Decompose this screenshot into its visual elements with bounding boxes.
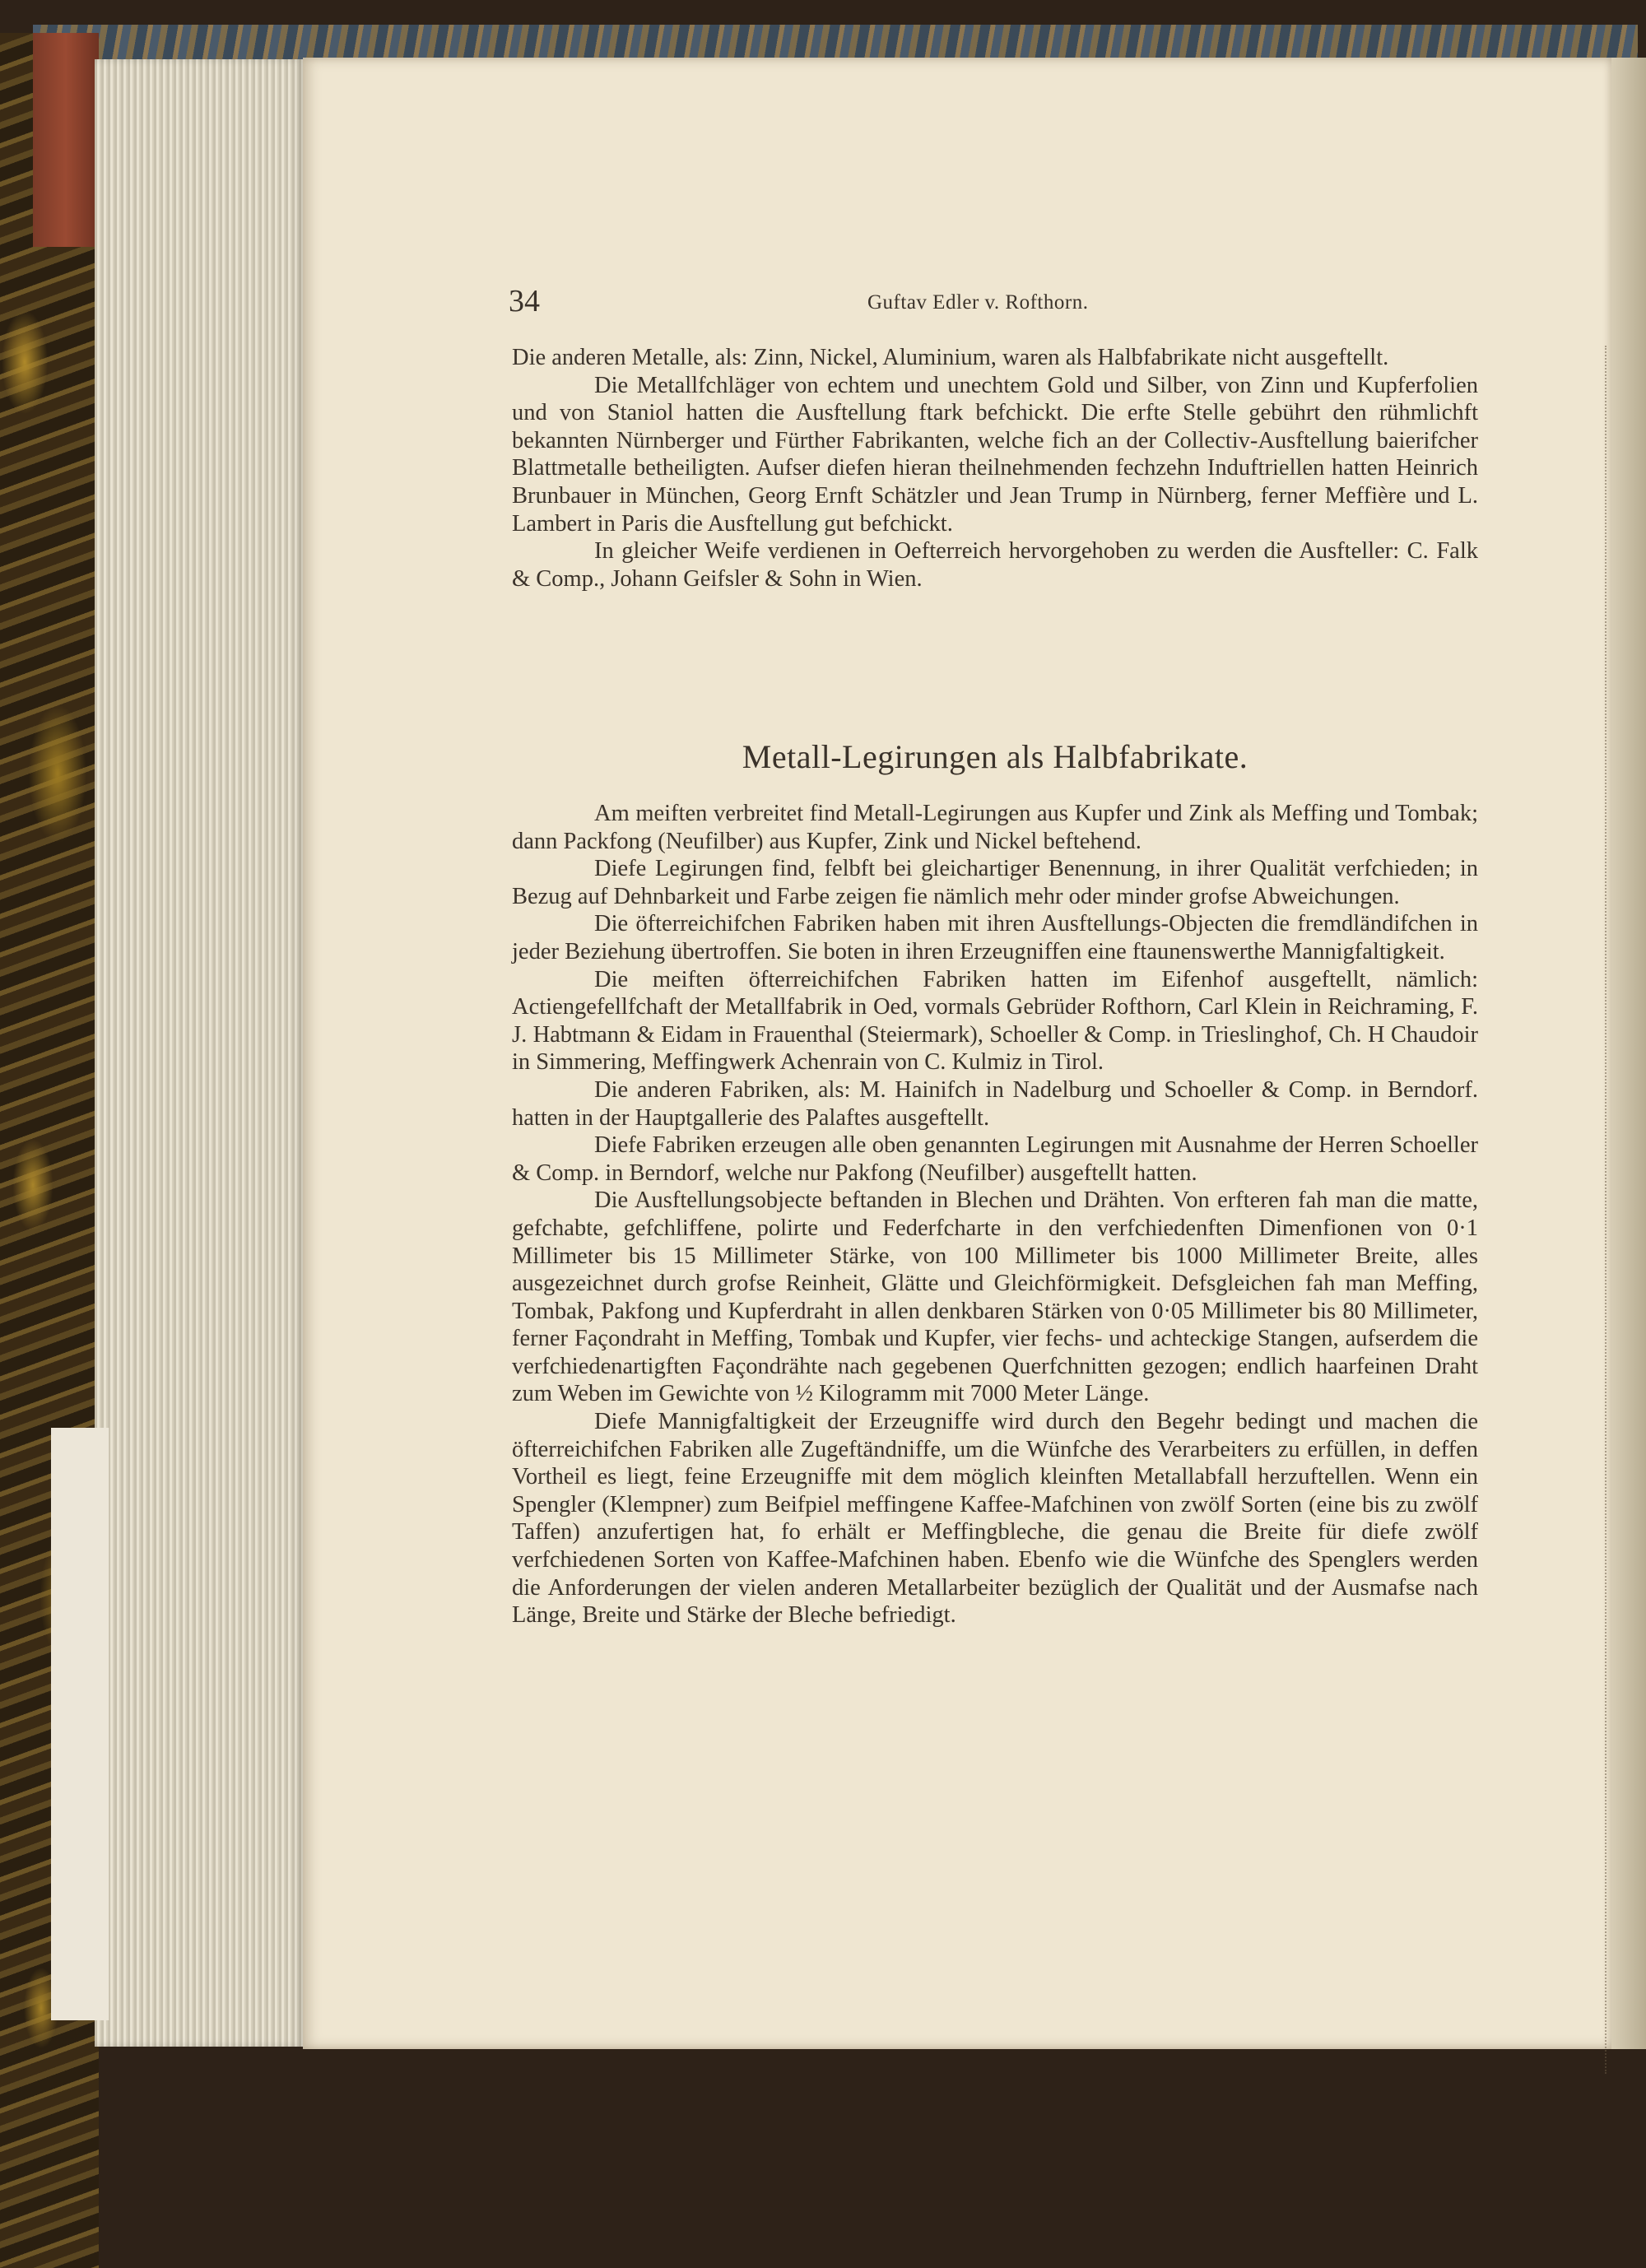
page-stack-edges <box>95 59 305 2047</box>
paragraph: Diefe Mannigfaltigkeit der Erzeugniffe wird durch den Begehr bedingt und machen die öfterreichifchen Fabriken alle Zugeftändniffe, um die Wünfche des Verarbeiters zu erfüllen, in deffen Vortheil es liegt, feine Erzeugniffe mit dem möglich kleinften Metallabfall herzuftellen. Wenn ein Spengler (Klempner) zum Beifpiel meffingene Kaffee-Mafchinen von zwölf Sorten (eine bis zu zwölf Taffen) anzufertigen hat, fo erhält er Meffingbleche, die genau die Breite für diefe zwölf verfchiedenen Sorten von Kaffee-Mafchinen haben. Ebenfo wie die Wünfche des Spenglers werden die Anforderungen der vielen anderen Metallarbeiter bezüglich der Qualität und der Ausmafse nach Länge, Breite und Stärke der Bleche befriedigt. <box>512 1409 1478 1629</box>
page-number: 34 <box>509 284 540 318</box>
section-heading: Metall-Legirungen als Halbfabrikate. <box>742 738 1248 775</box>
paragraph: Die öfterreichifchen Fabriken haben mit ihren Ausftellungs-Objecten die fremdländifchen in jeder Beziehung übertroffen. Sie boten in ihren Erzeugniffen eine ftaunenswerthe Mannigfaltigkeit. <box>512 911 1478 964</box>
margin-marks <box>1605 346 1618 2074</box>
bookmark-slip <box>51 1428 109 2020</box>
paragraph: Die meiften öfterreichifchen Fabriken hatten im Eifenhof ausgeftellt, nämlich: Actiengefellfchaft der Metallfabrik in Oed, vormals Gebrüder Rofthorn, Carl Klein in Reichraming, F. J. Habtmann & Eidam in Frauenthal (Steiermark), Schoeller & Comp. in Trieslinghof, Ch. H Chaudoir in Simmering, Meffingwerk Achenrain von C. Kulmiz in Tirol. <box>512 966 1478 1076</box>
paragraph: Die anderen Metalle, als: Zinn, Nickel, Aluminium, waren als Halbfabrikate nicht ausgeftellt. <box>512 345 1389 370</box>
paragraph: Am meiften verbreitet find Metall-Legirungen aus Kupfer und Zink als Meffing und Tombak; dann Packfong (Neufilber) aus Kupfer, Zink und Nickel beftehend. <box>512 801 1478 854</box>
body-section-1 <box>512 344 1478 593</box>
paragraph: Die anderen Fabriken, als: M. Hainifch in Nadelburg und Schoeller & Comp. in Berndorf. hatten in der Hauptgallerie des Palaftes ausgeftellt. <box>512 1076 1478 1131</box>
body-section-2 <box>512 800 1478 1629</box>
paragraph: Die Metallfchläger von echtem und unechtem Gold und Silber, von Zinn und Kupferfolien und von Staniol hatten die Ausftellung ftark befchickt. Die erfte Stelle gebührt den rühmlichft bekannten Nürnberger und Fürther Fabrikanten, welche fich an der Collectiv-Ausftellung baierifcher Blattmetalle betheiligten. Aufser diefen hieran theilnehmenden fechzehn Induftriellen hatten Heinrich Brunbauer in München, Georg Ernft Schätzler und Jean Trump in Nürnberg, ferner Meffière und L. Lambert in Paris die Ausftellung gut befchickt. <box>512 372 1478 537</box>
paragraph: Diefe Legirungen find, felbft bei gleichartiger Benennung, in ihrer Qualität verfchieden; in Bezug auf Dehnbarkeit und Farbe zeigen fie nämlich mehr oder minder grofse Abweichungen. <box>512 856 1478 909</box>
paragraph: Diefe Fabriken erzeugen alle oben genannten Legirungen mit Ausnahme der Herren Schoeller & Comp. in Berndorf, welche nur Pakfong (Neufilber) ausgeftellt hatten. <box>512 1132 1478 1186</box>
paragraph: Die Ausftellungsobjecte beftanden in Blechen und Drähten. Von erfteren fah man die matte, gefchabte, gefchliffene, polirte und Federfcharte in den verfchiedenften Dimenfionen von 0·1 Millimeter bis 15 Millimeter Stärke, von 100 Millimeter bis 1000 Millimeter Breite, alles ausgezeichnet durch grofse Reinheit, Glätte und Gleichförmigkeit. Defsgleichen fah man Meffing, Tombak, Pakfong und Kupferdraht in allen denkbaren Stärken von 0·05 Millimeter bis 80 Millimeter, ferner Façondraht in Meffing, Tombak und Kupfer, vier fechs- und achteckige Stangen, aufserdem die verfchiedenartigften Façondrähte nach gegebenen Querfchnitten gezogen; endlich haarfeinen Draht zum Weben im Gewichte von ½ Kilogramm mit 7000 Meter Länge. <box>512 1187 1478 1407</box>
paragraph: In gleicher Weife verdienen in Oefterreich hervorgehoben zu werden die Ausfteller: C. Falk & Comp., Johann Geifsler & Sohn in Wien. <box>512 538 1478 592</box>
running-head: Guftav Edler v. Rofthorn. <box>867 291 1089 314</box>
leather-spine-corner <box>33 33 99 247</box>
